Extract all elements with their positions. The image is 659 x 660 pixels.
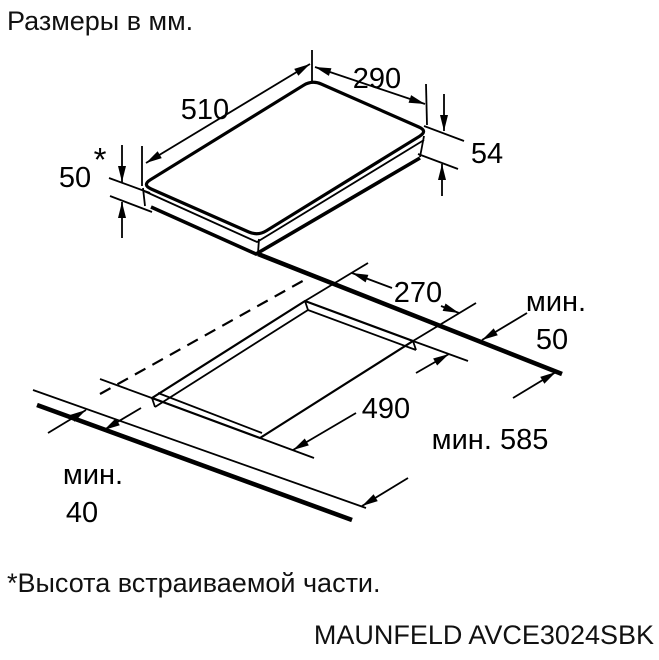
counter-depth-label: мин. 585 <box>431 424 549 456</box>
dim-hob-depth-label: 510 <box>180 94 230 126</box>
hob-glass-edge <box>144 140 424 242</box>
dimline-cutout-width-right <box>441 306 459 313</box>
dimline-counter-depth-right <box>513 372 556 398</box>
arrow-rear-clearance <box>482 313 527 340</box>
worktop-rear-edge <box>258 254 562 374</box>
builtin-height-footnote: *Высота встраиваемой части. <box>7 568 381 598</box>
model-number: MAUNFELD AVCE3024SBK <box>313 620 654 650</box>
tick-height-left-top <box>109 178 150 193</box>
cutout-front-inner-line <box>158 393 262 433</box>
hob-base-connector-front <box>258 239 259 253</box>
dimline-cutout-depth-left <box>293 413 356 450</box>
tick-hob-right-corner <box>426 84 427 125</box>
dimline-cutout-depth-right <box>416 354 449 373</box>
builtin-height-asterisk: * <box>93 141 107 178</box>
cutout-dimensions <box>48 263 586 529</box>
front-clearance-label: мин. <box>62 459 124 491</box>
dim-cutout-depth-label: 490 <box>361 393 411 425</box>
tick-height-right-bottom <box>418 154 458 169</box>
dim-hob-width-label: 290 <box>352 63 402 95</box>
hob-base-connector-right <box>420 136 424 157</box>
dimline-counter-depth-left <box>362 478 408 506</box>
rear-clearance-label: мин. <box>525 286 587 318</box>
dim-hob-height-label: 54 <box>470 138 504 170</box>
dim-hob-builtin-height-label: 50 <box>58 162 92 194</box>
hob-dimensions <box>59 50 503 238</box>
tick-height-left-bottom <box>110 196 152 212</box>
front-clearance-value: 40 <box>65 497 99 529</box>
page-title: Размеры в мм. <box>7 6 194 36</box>
dimline-cutout-width-left <box>352 273 392 288</box>
tick-cutout-bottom-corner <box>260 438 314 458</box>
dim-cutout-width-label: 270 <box>393 277 443 309</box>
rear-clearance-value: 50 <box>535 324 569 356</box>
